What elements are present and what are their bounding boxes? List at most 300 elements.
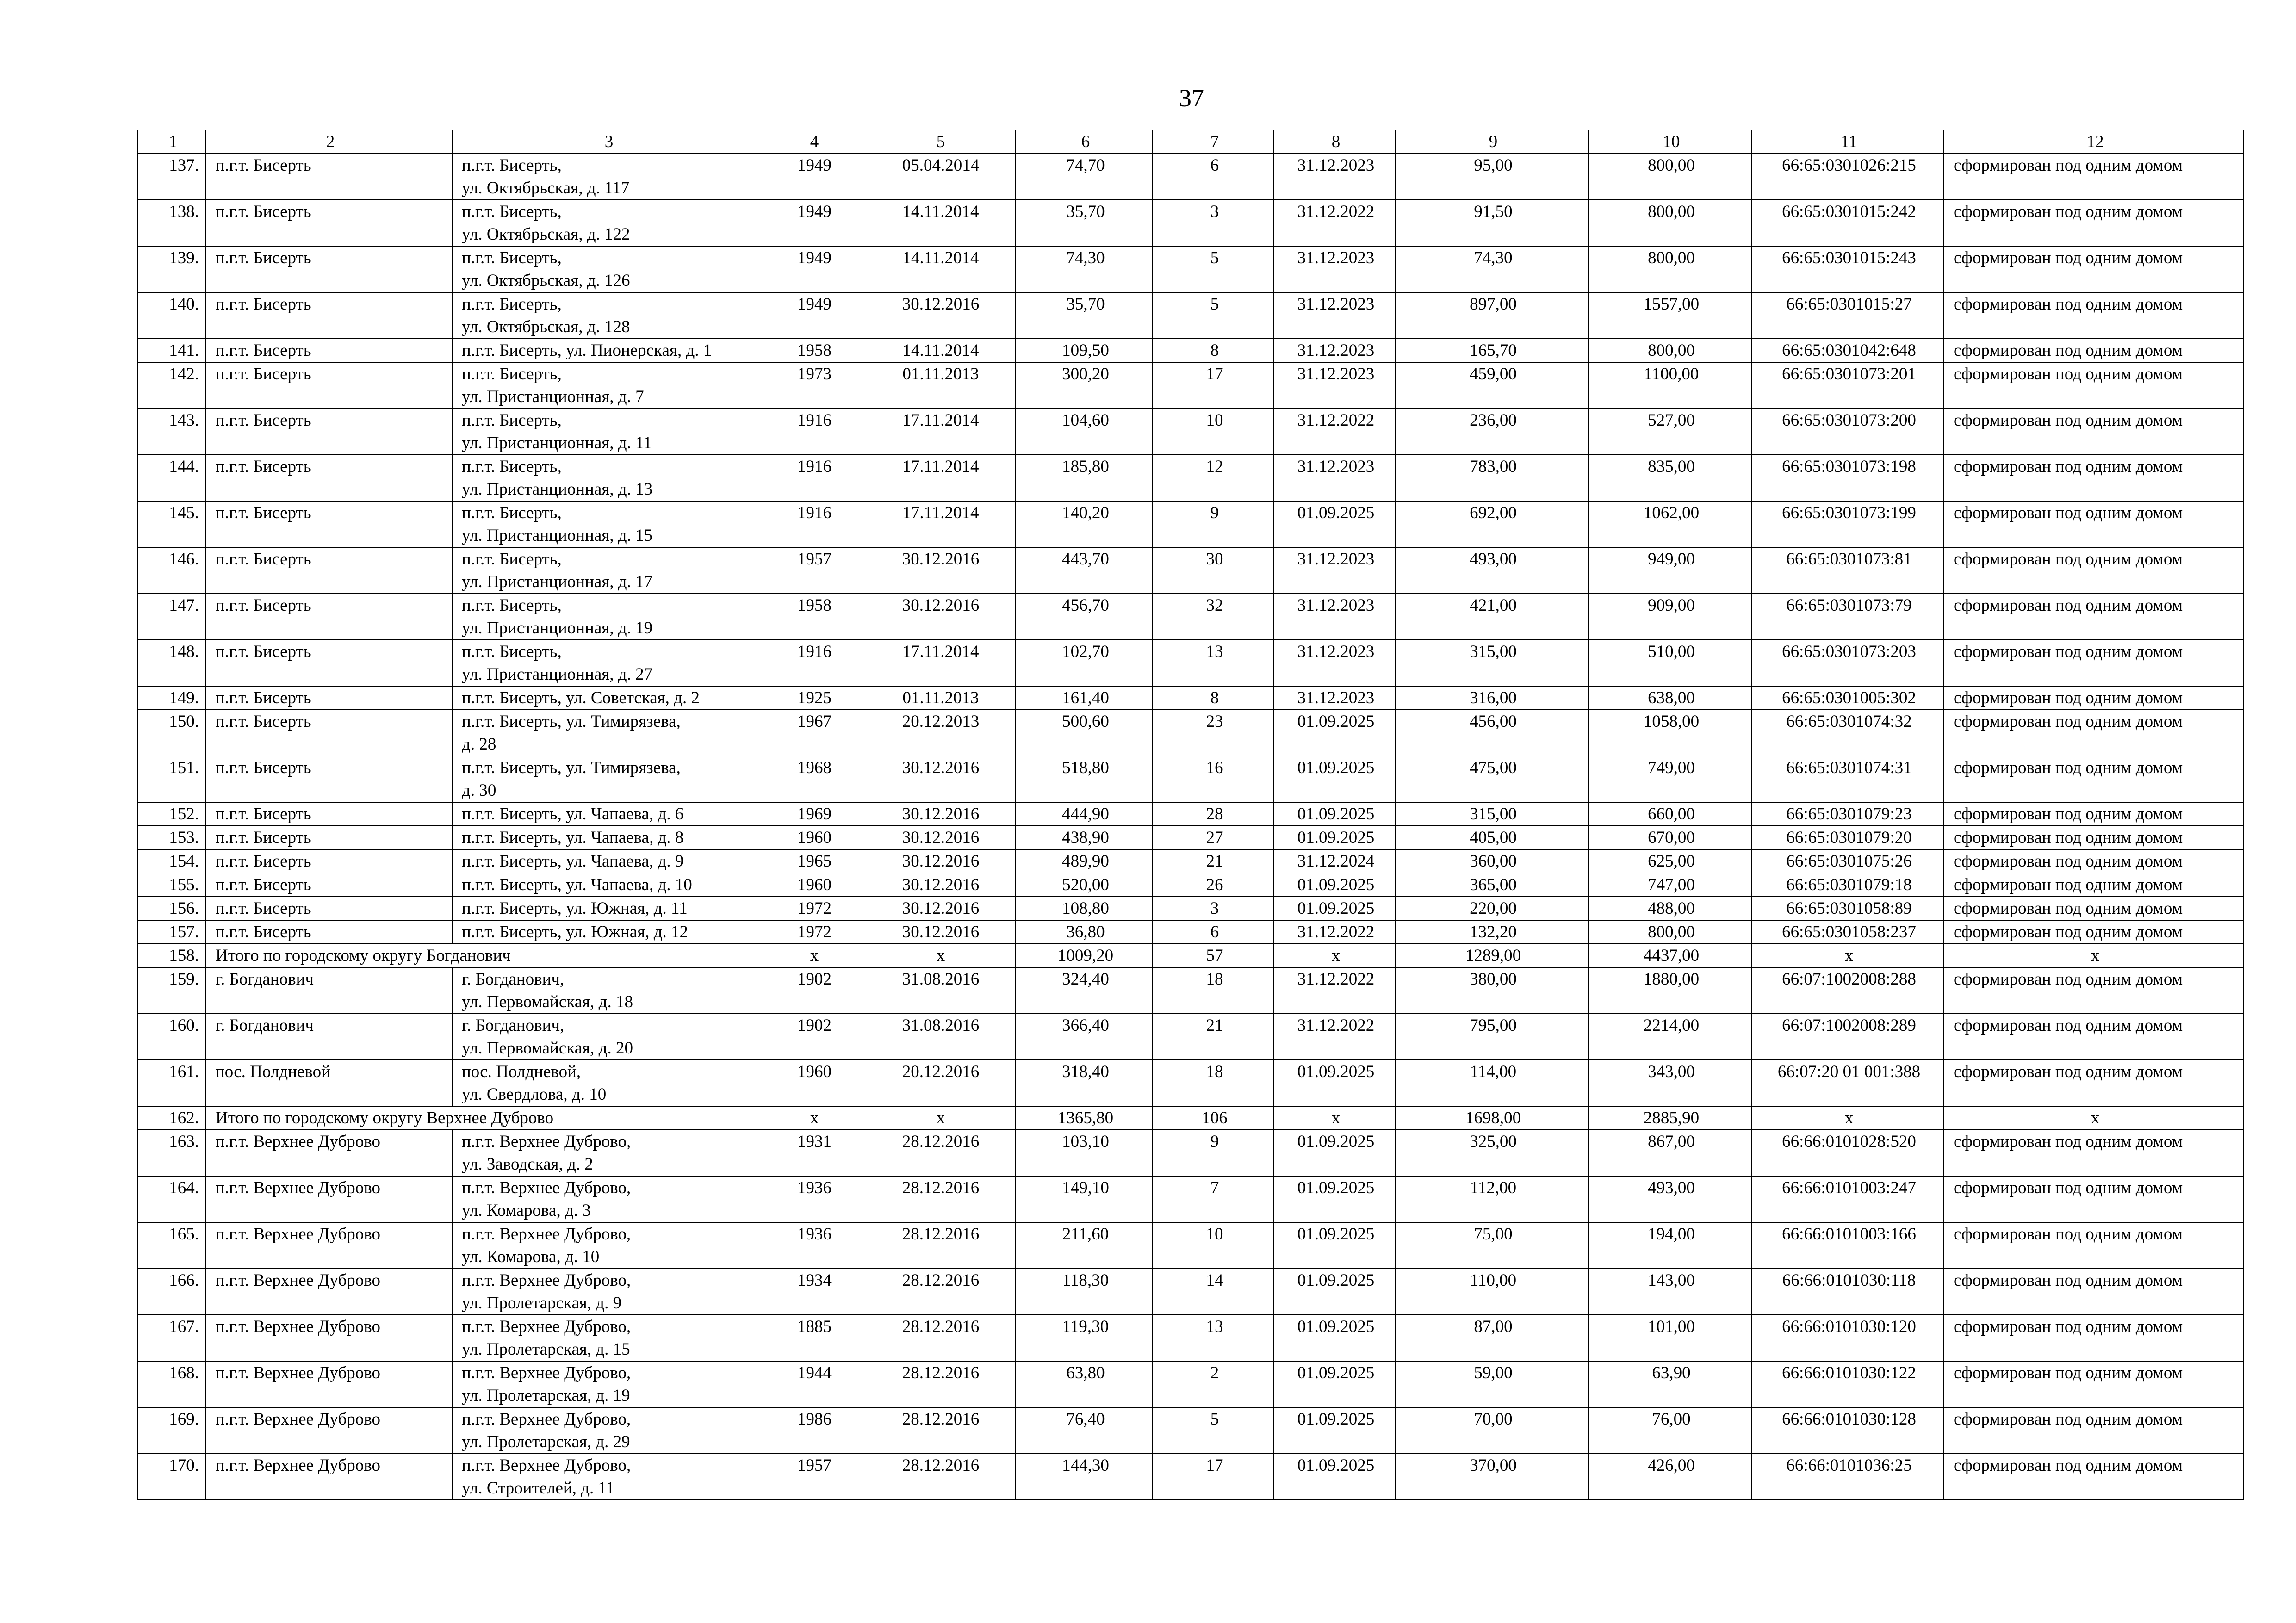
locality-cell: п.г.т. Бисерть: [206, 897, 452, 920]
cadastral-number-cell: 66:65:0301015:27: [1751, 292, 1944, 339]
date-cell: 17.11.2014: [863, 455, 1016, 501]
residents-cell: 27: [1153, 826, 1274, 849]
year-cell: 1949: [763, 200, 863, 246]
land-status-cell: сформирован под одним домом: [1944, 873, 2244, 897]
row-number: 144.: [137, 455, 206, 501]
value-cell: 370,00: [1395, 1454, 1589, 1500]
year-cell: 1936: [763, 1176, 863, 1222]
residents-cell: 32: [1153, 594, 1274, 640]
deadline-cell: 01.09.2025: [1274, 1222, 1395, 1269]
table-row: [137, 362, 2244, 409]
date-cell: 14.11.2014: [863, 246, 1016, 292]
residents-cell: 18: [1153, 1060, 1274, 1106]
address-cell: п.г.т. Бисерть, ул. Октябрьская, д. 126: [452, 246, 763, 292]
land-status-cell: сформирован под одним домом: [1944, 756, 2244, 802]
row-number: 167.: [137, 1315, 206, 1361]
area-cell: 144,30: [1016, 1454, 1153, 1500]
locality-cell: п.г.т. Бисерть: [206, 455, 452, 501]
address-cell: п.г.т. Бисерть, ул. Октябрьская, д. 128: [452, 292, 763, 339]
row-number: 164.: [137, 1176, 206, 1222]
value-cell: 949,00: [1589, 547, 1751, 594]
value-cell: 143,00: [1589, 1269, 1751, 1315]
locality-cell: г. Богданович: [206, 1014, 452, 1060]
locality-cell: п.г.т. Верхнее Дуброво: [206, 1130, 452, 1176]
row-number: 154.: [137, 849, 206, 873]
residents-cell: 6: [1153, 920, 1274, 944]
locality-cell: п.г.т. Бисерть: [206, 686, 452, 710]
land-status-cell: сформирован под одним домом: [1944, 710, 2244, 756]
value-cell: 87,00: [1395, 1315, 1589, 1361]
area-cell: 443,70: [1016, 547, 1153, 594]
cadastral-number-cell: 66:65:0301074:32: [1751, 710, 1944, 756]
total-label: Итого по городскому округу Верхнее Дуброво: [206, 1106, 763, 1130]
residents-cell: 18: [1153, 967, 1274, 1014]
deadline-cell: 31.12.2023: [1274, 686, 1395, 710]
residents-cell: 23: [1153, 710, 1274, 756]
area-cell: 438,90: [1016, 826, 1153, 849]
date-cell: 30.12.2016: [863, 873, 1016, 897]
area-cell: 119,30: [1016, 1315, 1153, 1361]
value-cell: 365,00: [1395, 873, 1589, 897]
area-cell: 456,70: [1016, 594, 1153, 640]
area-cell: 1365,80: [1016, 1106, 1153, 1130]
value-cell: 70,00: [1395, 1407, 1589, 1454]
residents-cell: 8: [1153, 686, 1274, 710]
page-number: 37: [1179, 84, 1204, 112]
residents-cell: 2: [1153, 1361, 1274, 1407]
area-cell: 161,40: [1016, 686, 1153, 710]
land-status-cell: сформирован под одним домом: [1944, 362, 2244, 409]
locality-cell: п.г.т. Верхнее Дуброво: [206, 1454, 452, 1500]
land-status-cell: сформирован под одним домом: [1944, 802, 2244, 826]
housing-registry-table: [137, 130, 2244, 1500]
year-cell: 1885: [763, 1315, 863, 1361]
locality-cell: п.г.т. Бисерть: [206, 154, 452, 200]
area-cell: 149,10: [1016, 1176, 1153, 1222]
address-cell: п.г.т. Бисерть, ул. Пристанционная, д. 15: [452, 501, 763, 547]
date-cell: 28.12.2016: [863, 1315, 1016, 1361]
deadline-cell: 31.12.2023: [1274, 594, 1395, 640]
table-row: [137, 409, 2244, 455]
value-cell: 2885,90: [1589, 1106, 1751, 1130]
area-cell: 366,40: [1016, 1014, 1153, 1060]
deadline-cell: 31.12.2022: [1274, 200, 1395, 246]
area-cell: 520,00: [1016, 873, 1153, 897]
residents-cell: 16: [1153, 756, 1274, 802]
date-cell: 17.11.2014: [863, 501, 1016, 547]
year-cell: 1902: [763, 1014, 863, 1060]
cadastral-number-cell: 66:65:0301079:20: [1751, 826, 1944, 849]
value-cell: 1100,00: [1589, 362, 1751, 409]
residents-cell: 13: [1153, 1315, 1274, 1361]
land-status-cell: x: [1944, 1106, 2244, 1130]
row-number: 151.: [137, 756, 206, 802]
land-status-cell: сформирован под одним домом: [1944, 1361, 2244, 1407]
cadastral-number-cell: 66:65:0301074:31: [1751, 756, 1944, 802]
area-cell: 489,90: [1016, 849, 1153, 873]
cadastral-number-cell: 66:65:0301058:89: [1751, 897, 1944, 920]
year-cell: 1902: [763, 967, 863, 1014]
value-cell: 316,00: [1395, 686, 1589, 710]
value-cell: 660,00: [1589, 802, 1751, 826]
locality-cell: п.г.т. Бисерть: [206, 547, 452, 594]
column-header: 8: [1274, 130, 1395, 154]
residents-cell: 6: [1153, 154, 1274, 200]
deadline-cell: 31.12.2023: [1274, 362, 1395, 409]
value-cell: 95,00: [1395, 154, 1589, 200]
date-cell: 30.12.2016: [863, 826, 1016, 849]
column-header: 3: [452, 130, 763, 154]
value-cell: 1289,00: [1395, 944, 1589, 967]
table-row: [137, 246, 2244, 292]
land-status-cell: сформирован под одним домом: [1944, 200, 2244, 246]
land-status-cell: сформирован под одним домом: [1944, 1315, 2244, 1361]
value-cell: 747,00: [1589, 873, 1751, 897]
table-row: [137, 1130, 2244, 1176]
land-status-cell: сформирован под одним домом: [1944, 154, 2244, 200]
value-cell: 63,90: [1589, 1361, 1751, 1407]
value-cell: 475,00: [1395, 756, 1589, 802]
table-row: [137, 897, 2244, 920]
date-cell: x: [863, 1106, 1016, 1130]
cadastral-number-cell: 66:65:0301073:198: [1751, 455, 1944, 501]
row-number: 156.: [137, 897, 206, 920]
land-status-cell: сформирован под одним домом: [1944, 826, 2244, 849]
row-number: 137.: [137, 154, 206, 200]
deadline-cell: 01.09.2025: [1274, 1130, 1395, 1176]
date-cell: 14.11.2014: [863, 200, 1016, 246]
value-cell: 380,00: [1395, 967, 1589, 1014]
address-cell: п.г.т. Бисерть, ул. Октябрьская, д. 122: [452, 200, 763, 246]
locality-cell: п.г.т. Бисерть: [206, 873, 452, 897]
locality-cell: п.г.т. Бисерть: [206, 292, 452, 339]
cadastral-number-cell: 66:66:0101030:118: [1751, 1269, 1944, 1315]
table-row: [137, 1269, 2244, 1315]
land-status-cell: сформирован под одним домом: [1944, 246, 2244, 292]
total-row: [137, 1106, 2244, 1130]
residents-cell: 57: [1153, 944, 1274, 967]
column-header: 11: [1751, 130, 1944, 154]
address-cell: п.г.т. Бисерть, ул. Советская, д. 2: [452, 686, 763, 710]
locality-cell: п.г.т. Бисерть: [206, 826, 452, 849]
address-cell: п.г.т. Верхнее Дуброво, ул. Пролетарская, д. 19: [452, 1361, 763, 1407]
year-cell: 1916: [763, 640, 863, 686]
table-row: [137, 1315, 2244, 1361]
date-cell: 30.12.2016: [863, 897, 1016, 920]
value-cell: 800,00: [1589, 246, 1751, 292]
table-row: [137, 1060, 2244, 1106]
area-cell: 444,90: [1016, 802, 1153, 826]
cadastral-number-cell: 66:66:0101003:247: [1751, 1176, 1944, 1222]
row-number: 158.: [137, 944, 206, 967]
cadastral-number-cell: 66:66:0101028:520: [1751, 1130, 1944, 1176]
value-cell: 795,00: [1395, 1014, 1589, 1060]
land-status-cell: сформирован под одним домом: [1944, 547, 2244, 594]
total-row: [137, 944, 2244, 967]
residents-cell: 9: [1153, 1130, 1274, 1176]
land-status-cell: сформирован под одним домом: [1944, 897, 2244, 920]
value-cell: 112,00: [1395, 1176, 1589, 1222]
address-cell: п.г.т. Бисерть, ул. Южная, д. 12: [452, 920, 763, 944]
residents-cell: 21: [1153, 849, 1274, 873]
cadastral-number-cell: 66:65:0301073:200: [1751, 409, 1944, 455]
value-cell: 75,00: [1395, 1222, 1589, 1269]
cadastral-number-cell: 66:07:1002008:289: [1751, 1014, 1944, 1060]
value-cell: 76,00: [1589, 1407, 1751, 1454]
date-cell: 30.12.2016: [863, 292, 1016, 339]
locality-cell: п.г.т. Бисерть: [206, 339, 452, 362]
address-cell: п.г.т. Верхнее Дуброво, ул. Комарова, д. 10: [452, 1222, 763, 1269]
land-status-cell: сформирован под одним домом: [1944, 686, 2244, 710]
value-cell: 527,00: [1589, 409, 1751, 455]
value-cell: 783,00: [1395, 455, 1589, 501]
area-cell: 140,20: [1016, 501, 1153, 547]
area-cell: 63,80: [1016, 1361, 1153, 1407]
table-row: [137, 967, 2244, 1014]
area-cell: 108,80: [1016, 897, 1153, 920]
date-cell: 30.12.2016: [863, 802, 1016, 826]
land-status-cell: сформирован под одним домом: [1944, 1454, 2244, 1500]
area-cell: 35,70: [1016, 292, 1153, 339]
value-cell: 1058,00: [1589, 710, 1751, 756]
residents-cell: 8: [1153, 339, 1274, 362]
locality-cell: п.г.т. Верхнее Дуброво: [206, 1222, 452, 1269]
locality-cell: п.г.т. Бисерть: [206, 246, 452, 292]
cadastral-number-cell: 66:65:0301079:23: [1751, 802, 1944, 826]
row-number: 140.: [137, 292, 206, 339]
year-cell: 1916: [763, 501, 863, 547]
row-number: 138.: [137, 200, 206, 246]
land-status-cell: сформирован под одним домом: [1944, 339, 2244, 362]
value-cell: 510,00: [1589, 640, 1751, 686]
row-number: 155.: [137, 873, 206, 897]
year-cell: 1957: [763, 547, 863, 594]
residents-cell: 7: [1153, 1176, 1274, 1222]
value-cell: 459,00: [1395, 362, 1589, 409]
area-cell: 185,80: [1016, 455, 1153, 501]
table-row: [137, 710, 2244, 756]
date-cell: 17.11.2014: [863, 409, 1016, 455]
date-cell: 28.12.2016: [863, 1269, 1016, 1315]
address-cell: п.г.т. Бисерть, ул. Пристанционная, д. 11: [452, 409, 763, 455]
address-cell: п.г.т. Верхнее Дуброво, ул. Пролетарская, д. 9: [452, 1269, 763, 1315]
year-cell: 1960: [763, 873, 863, 897]
cadastral-number-cell: 66:65:0301015:242: [1751, 200, 1944, 246]
cadastral-number-cell: 66:65:0301073:201: [1751, 362, 1944, 409]
locality-cell: пос. Полдневой: [206, 1060, 452, 1106]
land-status-cell: сформирован под одним домом: [1944, 920, 2244, 944]
residents-cell: 3: [1153, 897, 1274, 920]
locality-cell: п.г.т. Бисерть: [206, 710, 452, 756]
cadastral-number-cell: 66:65:0301075:26: [1751, 849, 1944, 873]
deadline-cell: 31.12.2023: [1274, 640, 1395, 686]
column-header: 1: [137, 130, 206, 154]
value-cell: 800,00: [1589, 200, 1751, 246]
column-header: 5: [863, 130, 1016, 154]
value-cell: 236,00: [1395, 409, 1589, 455]
cadastral-number-cell: 66:65:0301073:81: [1751, 547, 1944, 594]
value-cell: 325,00: [1395, 1130, 1589, 1176]
deadline-cell: 01.09.2025: [1274, 826, 1395, 849]
deadline-cell: 31.12.2024: [1274, 849, 1395, 873]
area-cell: 324,40: [1016, 967, 1153, 1014]
residents-cell: 13: [1153, 640, 1274, 686]
year-cell: 1949: [763, 246, 863, 292]
area-cell: 118,30: [1016, 1269, 1153, 1315]
date-cell: 31.08.2016: [863, 1014, 1016, 1060]
residents-cell: 10: [1153, 1222, 1274, 1269]
residents-cell: 26: [1153, 873, 1274, 897]
row-number: 166.: [137, 1269, 206, 1315]
value-cell: 800,00: [1589, 920, 1751, 944]
area-cell: 35,70: [1016, 200, 1153, 246]
deadline-cell: 31.12.2023: [1274, 455, 1395, 501]
value-cell: 194,00: [1589, 1222, 1751, 1269]
row-number: 152.: [137, 802, 206, 826]
area-cell: 1009,20: [1016, 944, 1153, 967]
address-cell: п.г.т. Верхнее Дуброво, ул. Пролетарская, д. 29: [452, 1407, 763, 1454]
year-cell: 1916: [763, 455, 863, 501]
residents-cell: 9: [1153, 501, 1274, 547]
cadastral-number-cell: 66:65:0301005:302: [1751, 686, 1944, 710]
cadastral-number-cell: 66:65:0301079:18: [1751, 873, 1944, 897]
cadastral-number-cell: 66:65:0301015:243: [1751, 246, 1944, 292]
area-cell: 102,70: [1016, 640, 1153, 686]
deadline-cell: 31.12.2022: [1274, 409, 1395, 455]
locality-cell: п.г.т. Бисерть: [206, 409, 452, 455]
cadastral-number-cell: 66:65:0301073:199: [1751, 501, 1944, 547]
row-number: 168.: [137, 1361, 206, 1407]
table-row: [137, 501, 2244, 547]
deadline-cell: 31.12.2022: [1274, 1014, 1395, 1060]
row-number: 149.: [137, 686, 206, 710]
deadline-cell: 01.09.2025: [1274, 1407, 1395, 1454]
value-cell: 2214,00: [1589, 1014, 1751, 1060]
deadline-cell: 01.09.2025: [1274, 1454, 1395, 1500]
table-row: [137, 1407, 2244, 1454]
land-status-cell: сформирован под одним домом: [1944, 594, 2244, 640]
address-cell: пос. Полдневой, ул. Свердлова, д. 10: [452, 1060, 763, 1106]
land-status-cell: сформирован под одним домом: [1944, 849, 2244, 873]
date-cell: 28.12.2016: [863, 1222, 1016, 1269]
area-cell: 211,60: [1016, 1222, 1153, 1269]
deadline-cell: 31.12.2023: [1274, 154, 1395, 200]
residents-cell: 3: [1153, 200, 1274, 246]
address-cell: г. Богданович, ул. Первомайская, д. 18: [452, 967, 763, 1014]
land-status-cell: сформирован под одним домом: [1944, 640, 2244, 686]
deadline-cell: 01.09.2025: [1274, 1269, 1395, 1315]
year-cell: 1986: [763, 1407, 863, 1454]
cadastral-number-cell: 66:66:0101030:120: [1751, 1315, 1944, 1361]
year-cell: 1949: [763, 154, 863, 200]
cadastral-number-cell: 66:65:0301026:215: [1751, 154, 1944, 200]
table-row: [137, 200, 2244, 246]
year-cell: 1972: [763, 897, 863, 920]
row-number: 160.: [137, 1014, 206, 1060]
value-cell: 405,00: [1395, 826, 1589, 849]
residents-cell: 14: [1153, 1269, 1274, 1315]
date-cell: 17.11.2014: [863, 640, 1016, 686]
table-row: [137, 1361, 2244, 1407]
land-status-cell: сформирован под одним домом: [1944, 1176, 2244, 1222]
date-cell: 28.12.2016: [863, 1454, 1016, 1500]
residents-cell: 5: [1153, 1407, 1274, 1454]
date-cell: 30.12.2016: [863, 920, 1016, 944]
value-cell: 488,00: [1589, 897, 1751, 920]
cadastral-number-cell: 66:66:0101030:128: [1751, 1407, 1944, 1454]
date-cell: 01.11.2013: [863, 686, 1016, 710]
value-cell: 4437,00: [1589, 944, 1751, 967]
cadastral-number-cell: 66:66:0101003:166: [1751, 1222, 1944, 1269]
date-cell: 14.11.2014: [863, 339, 1016, 362]
residents-cell: 12: [1153, 455, 1274, 501]
table-row: [137, 1176, 2244, 1222]
deadline-cell: 31.12.2023: [1274, 292, 1395, 339]
value-cell: 421,00: [1395, 594, 1589, 640]
value-cell: 1557,00: [1589, 292, 1751, 339]
land-status-cell: сформирован под одним домом: [1944, 1222, 2244, 1269]
year-cell: 1949: [763, 292, 863, 339]
row-number: 143.: [137, 409, 206, 455]
date-cell: 20.12.2016: [863, 1060, 1016, 1106]
locality-cell: г. Богданович: [206, 967, 452, 1014]
land-status-cell: сформирован под одним домом: [1944, 409, 2244, 455]
deadline-cell: 01.09.2025: [1274, 1361, 1395, 1407]
row-number: 153.: [137, 826, 206, 849]
row-number: 139.: [137, 246, 206, 292]
year-cell: 1957: [763, 1454, 863, 1500]
date-cell: 01.11.2013: [863, 362, 1016, 409]
value-cell: 867,00: [1589, 1130, 1751, 1176]
row-number: 148.: [137, 640, 206, 686]
deadline-cell: 31.12.2022: [1274, 920, 1395, 944]
cadastral-number-cell: 66:66:0101036:25: [1751, 1454, 1944, 1500]
year-cell: 1972: [763, 920, 863, 944]
address-cell: п.г.т. Бисерть, ул. Чапаева, д. 9: [452, 849, 763, 873]
deadline-cell: x: [1274, 944, 1395, 967]
value-cell: 220,00: [1395, 897, 1589, 920]
area-cell: 104,60: [1016, 409, 1153, 455]
locality-cell: п.г.т. Бисерть: [206, 756, 452, 802]
year-cell: 1925: [763, 686, 863, 710]
column-header: 12: [1944, 130, 2244, 154]
date-cell: x: [863, 944, 1016, 967]
area-cell: 74,70: [1016, 154, 1153, 200]
deadline-cell: x: [1274, 1106, 1395, 1130]
value-cell: 101,00: [1589, 1315, 1751, 1361]
year-cell: 1916: [763, 409, 863, 455]
locality-cell: п.г.т. Бисерть: [206, 849, 452, 873]
row-number: 146.: [137, 547, 206, 594]
year-cell: 1958: [763, 594, 863, 640]
table-row: [137, 826, 2244, 849]
cadastral-number-cell: 66:65:0301042:648: [1751, 339, 1944, 362]
year-cell: 1965: [763, 849, 863, 873]
locality-cell: п.г.т. Бисерть: [206, 594, 452, 640]
table-body: [137, 154, 2244, 1500]
year-cell: 1958: [763, 339, 863, 362]
cadastral-number-cell: 66:66:0101030:122: [1751, 1361, 1944, 1407]
value-cell: 625,00: [1589, 849, 1751, 873]
row-number: 141.: [137, 339, 206, 362]
date-cell: 31.08.2016: [863, 967, 1016, 1014]
table-row: [137, 594, 2244, 640]
cadastral-number-cell: x: [1751, 1106, 1944, 1130]
table-row: [137, 339, 2244, 362]
address-cell: п.г.т. Бисерть, ул. Чапаева, д. 6: [452, 802, 763, 826]
value-cell: 909,00: [1589, 594, 1751, 640]
table-row: [137, 1454, 2244, 1500]
